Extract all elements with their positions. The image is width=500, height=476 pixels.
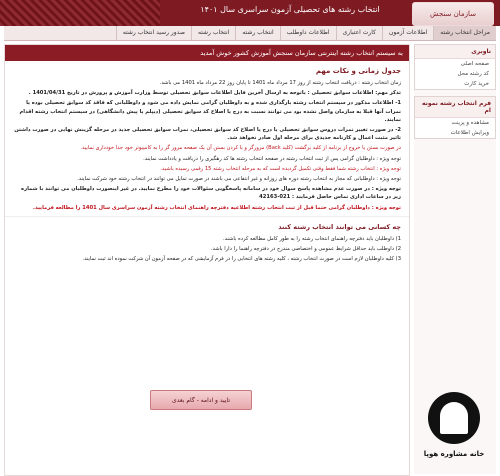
note-paragraph: در صورت بستن یا خروج از برنامه از کلید برگشت (کلید Back) مرورگر و یا کردن بستن آن یک صفحه مرور گر را به کامپیوتر خود جدا خودداری نمایید. xyxy=(80,145,401,152)
confirm-next-button[interactable]: تایید و ادامه - گام بعدی xyxy=(150,390,252,410)
section-title: جدول زمانی و نکات مهم xyxy=(315,67,401,75)
note-paragraph: 1- اطلاعات مذکور در سیستم انتخاب رشته بارگذاری شده و به داوطلبان گرامی نمایش داده می شود و داوطلبانی که فاقد کد سوابق تحصیلی بوده یا نمرات آنها قبلا به سازمان واصل نشده بود می توانند نسبت به درج یا اصلاح کد سوابق تحصیلی (دیپلم یا پیش دانشگاهی) در سیستم انتخاب رشته اقدام نمایند. xyxy=(19,100,401,123)
sidebar-quick-title: ناوبری xyxy=(415,45,495,59)
top-nav xyxy=(4,26,496,41)
note-paragraph: توجه ویژه : داوطلبان گرامی پس از ثبت انتخاب رشته در صفحه انتخاب رشته ها کد رهگیری را دریافت و یادداشت نمایند. xyxy=(143,155,401,162)
header-pattern xyxy=(0,0,160,26)
eligibility-item: 2) داوطلب باید حداقل شرایط عمومی و اختصاصی مندرج در دفترچه راهنما را دارا باشد. xyxy=(210,246,401,253)
welcome-banner: به سیستم انتخاب رشته اینترنتی سازمان سنجش آموزش کشور خوش آمدید xyxy=(5,45,409,61)
nav-item-field-selection-2[interactable]: انتخاب رشته xyxy=(191,26,235,40)
sidebar-link-edit[interactable]: ویرایش اطلاعات xyxy=(450,130,489,136)
nav-item-field-selection[interactable]: انتخاب رشته xyxy=(235,26,279,40)
note-paragraph: توجه ویژه : انتخاب رشته شما فقط وقتی تکمیل گردیده است که به مرحله انتخاب رشته 15 رقمی رسیده باشید. xyxy=(160,165,401,172)
notes-content xyxy=(5,79,409,212)
sidebar-link-home[interactable]: صفحه اصلی xyxy=(460,61,489,67)
hoopa-logo xyxy=(412,392,496,472)
eligibility-item: 1) داوطلبان باید دفترچه راهنمای انتخاب رشته را به طور کامل مطالعه کرده باشند. xyxy=(223,235,401,242)
note-paragraph: 2- در صورت تغییر نمرات دروس سوابق تحصیلی یا درج یا اصلاح کد سوابق تحصیلی، نمرات سوابق تحصیلی جدید در مرحله گزینش نهایی در صورت داشتن تاثیر مثبت اعمال و کارنامه جدیدی برای مرحله اول صادر نخواهد شد. xyxy=(14,127,401,142)
note-paragraph: توجه ویژه : داوطلبان گرامی حتما قبل از ثبت انتخاب رشته اطلاعیه دفترچه راهنمای انتخاب رشته آزمون سراسری سال 1401 را مطالعه فرمایید. xyxy=(33,204,401,211)
pen-nib-icon xyxy=(440,402,468,434)
top-header xyxy=(0,0,500,26)
note-paragraph: تذکر مهم: اطلاعات سوابق تحصیلی : باتوجه به ارسال آخرین فایل اطلاعات سوابق تحصیلی توسط وزارت آموزش و پرورش در تاریخ 1401/04/31 . xyxy=(28,90,401,97)
sidebar-link-code[interactable]: کد رشته محل xyxy=(457,71,489,77)
sidebar-link-print[interactable]: مشاهده و پرینت xyxy=(451,120,489,126)
logo-text: خانه مشاوره هوپا xyxy=(423,450,485,458)
eligibility-title: چه کسانی می توانند انتخاب رشته کنند xyxy=(5,216,409,233)
nav-item-receipt[interactable]: صدور رسید انتخاب رشته xyxy=(116,26,191,40)
logo-circle-icon xyxy=(428,392,480,444)
eligibility-content xyxy=(5,235,409,264)
note-paragraph: توجه ویژه : در صورت عدم مشاهده پاسخ سوال خود در سامانه پاسخگویی سئوالات خود را مطرح نمایید. در غیر اینصورت داوطلبان می توانند با شماره زیر در ساعات اداری تماس حاصل فرمایند : 021-42163 xyxy=(21,186,401,201)
eligibility-item: 3) کلیه داوطلبان لازم است در صورت انتخاب رشته ، کلیه رشته های انتخابی را در فرم آزمایشی که در صفحه آزمون آن شرکت نموده اند ثبت نمایند. xyxy=(82,256,401,263)
sidebar-quick-box xyxy=(414,44,496,90)
sidebar-link-card[interactable]: خرید کارت xyxy=(464,81,489,87)
sidebar-form-title: فرم انتخاب رشته نمونه ام xyxy=(415,97,495,118)
header-title: انتخاب رشته های تحصیلی آزمون سراسری سال ۱۴۰۱ xyxy=(200,5,380,14)
sidebar-form-box xyxy=(414,96,496,139)
nav-item-exam-info[interactable]: اطلاعات آزمون xyxy=(382,26,433,40)
sanjesh-logo: سازمان سنجش xyxy=(412,2,494,26)
main-panel xyxy=(4,44,410,476)
nav-item-candidate-info[interactable]: اطلاعات داوطلب xyxy=(280,26,336,40)
nav-item-steps[interactable]: مراحل انتخاب رشته xyxy=(433,26,496,40)
note-paragraph: زمان انتخاب رشته : دریافت انتخاب رشته از روز 17 مرداد ماه 1401 تا پایان روز 22 مرداد ماه 1401 می باشد. xyxy=(159,80,401,86)
nav-item-credit-card[interactable]: کارت اعتباری xyxy=(336,26,382,40)
note-paragraph: توجه ویژه : داوطلبانی که مجاز به انتخاب رشته دوره های روزانه و غیر انتفاعی می باشند در صورت تمایل می توانند در انتخاب رشته خود شرکت نمایند. xyxy=(77,176,401,183)
